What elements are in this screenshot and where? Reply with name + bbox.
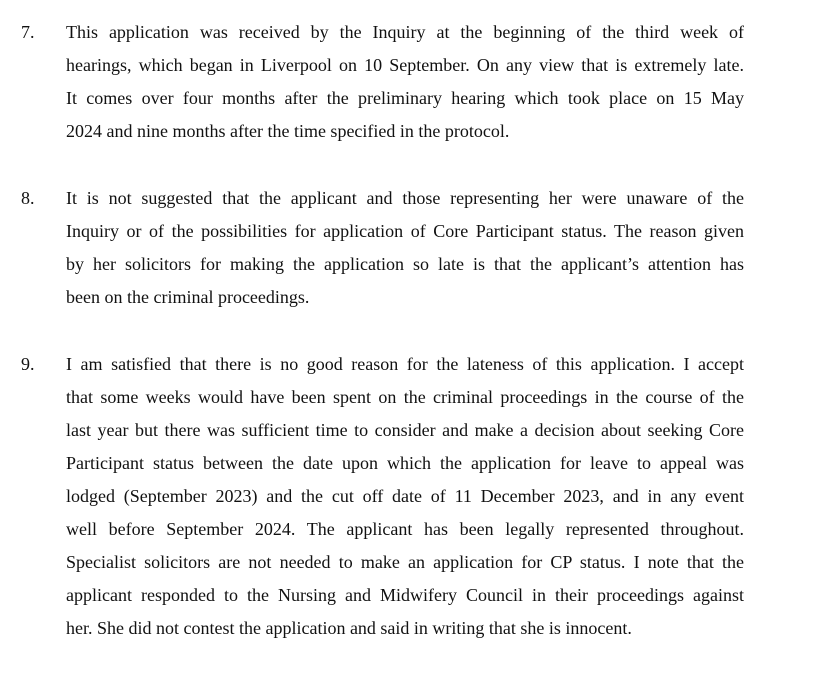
paragraph-line: lodged (September 2023) and the cut off date of 11 December 2023, and in any event bbox=[66, 486, 744, 506]
paragraph-line: It comes over four months after the preliminary hearing which took place on 15 May bbox=[66, 88, 744, 108]
paragraph-line: This application was received by the Inquiry at the beginning of the third week of bbox=[66, 22, 744, 42]
paragraph-line: last year but there was sufficient time to consider and make a decision about seeking Core bbox=[66, 420, 744, 440]
paragraph-line: It is not suggested that the applicant and those representing her were unaware of the bbox=[66, 188, 744, 208]
paragraph-line: her. She did not contest the application and said in writing that she is innocent. bbox=[66, 618, 632, 638]
paragraph-line: 2024 and nine months after the time specified in the protocol. bbox=[66, 121, 510, 141]
paragraph-number: 8. bbox=[21, 188, 35, 208]
paragraph-number: 7. bbox=[21, 22, 35, 42]
paragraph-line: hearings, which began in Liverpool on 10 September. On any view that is extremely late. bbox=[66, 55, 744, 75]
paragraph-line: Inquiry or of the possibilities for application of Core Participant status. The reason given bbox=[66, 221, 744, 241]
paragraph-body bbox=[66, 182, 744, 314]
paragraph-line: been on the criminal proceedings. bbox=[66, 287, 310, 307]
paragraph-line: Specialist solicitors are not needed to make an application for CP status. I note that the bbox=[66, 552, 744, 572]
paragraph-body bbox=[66, 348, 744, 645]
paragraph-line: applicant responded to the Nursing and Midwifery Council in their proceedings against bbox=[66, 585, 744, 605]
paragraph-line: that some weeks would have been spent on the criminal proceedings in the course of the bbox=[66, 387, 744, 407]
paragraph-line: by her solicitors for making the application so late is that the applicant’s attention has bbox=[66, 254, 744, 274]
paragraph-line: I am satisfied that there is no good reason for the lateness of this application. I accept bbox=[66, 354, 744, 374]
paragraph-number: 9. bbox=[21, 354, 35, 374]
paragraph-body bbox=[66, 16, 744, 148]
paragraph-line: Participant status between the date upon which the application for leave to appeal was bbox=[66, 453, 744, 473]
paragraph-line: well before September 2024. The applicant has been legally represented throughout. bbox=[66, 519, 744, 539]
